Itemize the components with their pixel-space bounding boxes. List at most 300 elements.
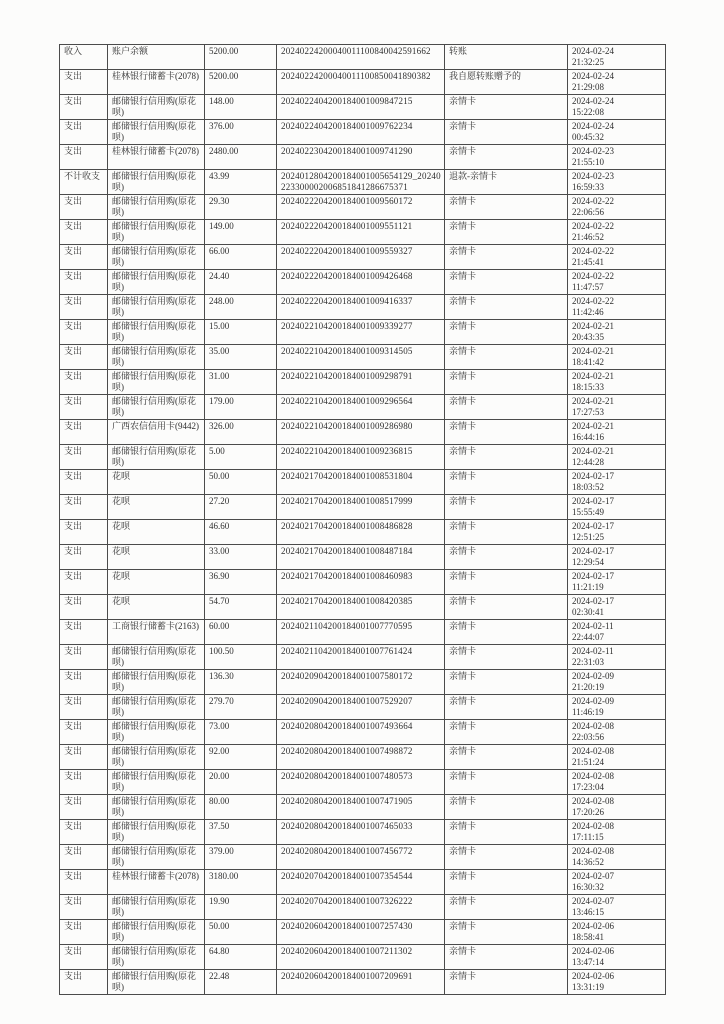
- cell-date: 2024-02-21: [572, 396, 614, 406]
- cell-time: 12:44:28: [572, 457, 605, 467]
- cell-amount: 27.20: [205, 495, 277, 520]
- cell-transaction-id: 2024022404200184001009847215: [277, 95, 445, 120]
- cell-date: 2024-02-08: [572, 796, 614, 806]
- cell-transaction-id: 2024022304200184001009741290: [277, 145, 445, 170]
- cell-transaction-type: 支出: [60, 545, 108, 570]
- cell-transaction-id: 2024022104200184001009339277: [277, 320, 445, 345]
- cell-transaction-id: 2024022204200184001009416337: [277, 295, 445, 320]
- cell-account: 邮储银行信用购(原花呗): [108, 295, 205, 320]
- cell-amount: 5.00: [205, 445, 277, 470]
- cell-amount: 20.00: [205, 770, 277, 795]
- cell-transaction-id: 20240224200040011100850041890382: [277, 70, 445, 95]
- cell-transaction-id: 2024020804200184001007471905: [277, 795, 445, 820]
- cell-transaction-type: 支出: [60, 595, 108, 620]
- cell-amount: 29.30: [205, 195, 277, 220]
- cell-note: 亲情卡: [445, 470, 568, 495]
- table-row: [60, 970, 666, 995]
- cell-amount: 92.00: [205, 745, 277, 770]
- cell-date: 2024-02-07: [572, 871, 614, 881]
- cell-transaction-id: 2024020804200184001007498872: [277, 745, 445, 770]
- cell-date: 2024-02-23: [572, 146, 614, 156]
- cell-note: 亲情卡: [445, 495, 568, 520]
- cell-date: 2024-02-09: [572, 696, 614, 706]
- cell-note: 亲情卡: [445, 420, 568, 445]
- cell-datetime: [568, 195, 666, 220]
- cell-date: 2024-02-17: [572, 471, 614, 481]
- cell-account: 花呗: [108, 570, 205, 595]
- cell-date: 2024-02-22: [572, 196, 614, 206]
- cell-amount: 31.00: [205, 370, 277, 395]
- cell-transaction-type: 支出: [60, 295, 108, 320]
- cell-transaction-type: 支出: [60, 945, 108, 970]
- cell-transaction-type: 支出: [60, 795, 108, 820]
- table-row: [60, 320, 666, 345]
- cell-note: 亲情卡: [445, 845, 568, 870]
- cell-datetime: [568, 120, 666, 145]
- cell-note: 亲情卡: [445, 295, 568, 320]
- cell-note: 亲情卡: [445, 920, 568, 945]
- cell-time: 11:42:46: [572, 307, 604, 317]
- cell-transaction-type: 支出: [60, 95, 108, 120]
- cell-transaction-type: 支出: [60, 970, 108, 995]
- table-row: [60, 195, 666, 220]
- cell-datetime: [568, 595, 666, 620]
- cell-time: 14:36:52: [572, 857, 605, 867]
- cell-time: 21:45:41: [572, 257, 605, 267]
- cell-account: 账户余额: [108, 45, 205, 70]
- table-row: [60, 345, 666, 370]
- cell-note: 退款-亲情卡: [445, 170, 568, 195]
- cell-time: 20:43:35: [572, 332, 605, 342]
- cell-account: 邮储银行信用购(原花呗): [108, 745, 205, 770]
- table-row: [60, 70, 666, 95]
- cell-note: 亲情卡: [445, 220, 568, 245]
- cell-transaction-type: 支出: [60, 570, 108, 595]
- cell-time: 16:30:32: [572, 882, 605, 892]
- cell-account: 邮储银行信用购(原花呗): [108, 245, 205, 270]
- cell-transaction-id: 2024020704200184001007354544: [277, 870, 445, 895]
- cell-account: 邮储银行信用购(原花呗): [108, 220, 205, 245]
- table-row: [60, 245, 666, 270]
- cell-time: 21:32:25: [572, 57, 605, 67]
- cell-transaction-id: 2024021104200184001007770595: [277, 620, 445, 645]
- cell-transaction-type: 支出: [60, 920, 108, 945]
- cell-account: 花呗: [108, 495, 205, 520]
- cell-amount: 66.00: [205, 245, 277, 270]
- table-row: [60, 120, 666, 145]
- table-row: [60, 270, 666, 295]
- cell-amount: 15.00: [205, 320, 277, 345]
- cell-datetime: [568, 495, 666, 520]
- cell-amount: 36.90: [205, 570, 277, 595]
- cell-transaction-type: 支出: [60, 470, 108, 495]
- cell-account: 工商银行储蓄卡(2163): [108, 620, 205, 645]
- cell-datetime: [568, 370, 666, 395]
- table-row: [60, 620, 666, 645]
- table-row: [60, 745, 666, 770]
- cell-amount: 100.50: [205, 645, 277, 670]
- cell-time: 22:31:03: [572, 657, 605, 667]
- cell-account: 邮储银行信用购(原花呗): [108, 920, 205, 945]
- cell-account: 邮储银行信用购(原花呗): [108, 795, 205, 820]
- cell-account: 邮储银行信用购(原花呗): [108, 320, 205, 345]
- cell-transaction-type: 不计收支: [60, 170, 108, 195]
- cell-date: 2024-02-17: [572, 546, 614, 556]
- table-row: [60, 170, 666, 195]
- cell-account: 花呗: [108, 520, 205, 545]
- cell-date: 2024-02-17: [572, 596, 614, 606]
- cell-date: 2024-02-08: [572, 771, 614, 781]
- cell-time: 17:23:04: [572, 782, 605, 792]
- cell-datetime: [568, 270, 666, 295]
- cell-transaction-id: 2024021704200184001008460983: [277, 570, 445, 595]
- cell-transaction-type: 支出: [60, 695, 108, 720]
- cell-transaction-type: 支出: [60, 670, 108, 695]
- cell-time: 21:55:10: [572, 157, 605, 167]
- cell-datetime: [568, 470, 666, 495]
- cell-date: 2024-02-22: [572, 296, 614, 306]
- cell-datetime: [568, 245, 666, 270]
- cell-datetime: [568, 945, 666, 970]
- cell-datetime: [568, 220, 666, 245]
- cell-datetime: [568, 770, 666, 795]
- cell-account: 邮储银行信用购(原花呗): [108, 445, 205, 470]
- cell-transaction-type: 支出: [60, 320, 108, 345]
- table-row: [60, 445, 666, 470]
- cell-time: 21:51:24: [572, 757, 605, 767]
- cell-amount: 148.00: [205, 95, 277, 120]
- cell-transaction-id: 2024022204200184001009559327: [277, 245, 445, 270]
- cell-account: 邮储银行信用购(原花呗): [108, 695, 205, 720]
- cell-time: 13:46:15: [572, 907, 605, 917]
- cell-note: 亲情卡: [445, 695, 568, 720]
- cell-transaction-type: 支出: [60, 745, 108, 770]
- cell-datetime: [568, 445, 666, 470]
- cell-date: 2024-02-08: [572, 846, 614, 856]
- cell-note: 亲情卡: [445, 570, 568, 595]
- cell-amount: 149.00: [205, 220, 277, 245]
- cell-amount: 50.00: [205, 470, 277, 495]
- cell-datetime: [568, 295, 666, 320]
- cell-transaction-id: 2024020904200184001007580172: [277, 670, 445, 695]
- table-row: [60, 695, 666, 720]
- cell-date: 2024-02-21: [572, 321, 614, 331]
- cell-note: 亲情卡: [445, 195, 568, 220]
- cell-amount: 279.70: [205, 695, 277, 720]
- cell-note: 亲情卡: [445, 745, 568, 770]
- cell-datetime: [568, 745, 666, 770]
- cell-transaction-id: 2024021704200184001008517999: [277, 495, 445, 520]
- cell-transaction-id: 2024020704200184001007326222: [277, 895, 445, 920]
- cell-datetime: [568, 70, 666, 95]
- cell-amount: 2480.00: [205, 145, 277, 170]
- cell-date: 2024-02-21: [572, 346, 614, 356]
- cell-amount: 326.00: [205, 420, 277, 445]
- cell-amount: 54.70: [205, 595, 277, 620]
- cell-time: 17:11:15: [572, 832, 604, 842]
- cell-transaction-type: 支出: [60, 620, 108, 645]
- cell-transaction-type: 支出: [60, 120, 108, 145]
- cell-note: 亲情卡: [445, 245, 568, 270]
- transactions-table-body: [60, 45, 666, 995]
- cell-transaction-id: 2024022404200184001009762234: [277, 120, 445, 145]
- cell-amount: 24.40: [205, 270, 277, 295]
- table-row: [60, 845, 666, 870]
- cell-account: 邮储银行信用购(原花呗): [108, 945, 205, 970]
- table-row: [60, 95, 666, 120]
- cell-time: 18:03:52: [572, 482, 605, 492]
- cell-account: 桂林银行储蓄卡(2078): [108, 870, 205, 895]
- cell-note: 亲情卡: [445, 770, 568, 795]
- cell-date: 2024-02-11: [572, 621, 614, 631]
- cell-datetime: [568, 820, 666, 845]
- table-row: [60, 920, 666, 945]
- cell-account: 广西农信信用卡(9442): [108, 420, 205, 445]
- cell-time: 00:45:32: [572, 132, 605, 142]
- cell-transaction-id: 2024020904200184001007529207: [277, 695, 445, 720]
- cell-amount: 5200.00: [205, 45, 277, 70]
- cell-transaction-type: 支出: [60, 770, 108, 795]
- cell-datetime: [568, 95, 666, 120]
- cell-transaction-id: 2024021104200184001007761424: [277, 645, 445, 670]
- cell-note: 亲情卡: [445, 970, 568, 995]
- cell-transaction-id: 2024020604200184001007209691: [277, 970, 445, 995]
- table-row: [60, 795, 666, 820]
- cell-amount: 379.00: [205, 845, 277, 870]
- cell-note: 亲情卡: [445, 145, 568, 170]
- cell-date: 2024-02-17: [572, 571, 614, 581]
- table-row: [60, 720, 666, 745]
- cell-transaction-id: 2024022204200184001009551121: [277, 220, 445, 245]
- cell-transaction-type: 支出: [60, 395, 108, 420]
- cell-transaction-id: 2024022104200184001009298791: [277, 370, 445, 395]
- cell-date: 2024-02-09: [572, 671, 614, 681]
- table-row: [60, 370, 666, 395]
- cell-account: 桂林银行储蓄卡(2078): [108, 145, 205, 170]
- cell-transaction-type: 收入: [60, 45, 108, 70]
- cell-date: 2024-02-24: [572, 121, 614, 131]
- cell-time: 16:44:16: [572, 432, 605, 442]
- cell-note: 亲情卡: [445, 545, 568, 570]
- cell-transaction-type: 支出: [60, 370, 108, 395]
- cell-transaction-type: 支出: [60, 220, 108, 245]
- table-row: [60, 145, 666, 170]
- cell-date: 2024-02-23: [572, 171, 614, 181]
- cell-datetime: [568, 670, 666, 695]
- cell-note: 亲情卡: [445, 520, 568, 545]
- cell-date: 2024-02-06: [572, 946, 614, 956]
- cell-transaction-id: 2024021704200184001008420385: [277, 595, 445, 620]
- cell-note: 亲情卡: [445, 395, 568, 420]
- cell-date: 2024-02-06: [572, 971, 614, 981]
- cell-account: 邮储银行信用购(原花呗): [108, 270, 205, 295]
- cell-time: 12:29:54: [572, 557, 605, 567]
- cell-note: 亲情卡: [445, 945, 568, 970]
- cell-transaction-id: 2024020604200184001007257430: [277, 920, 445, 945]
- cell-transaction-type: 支出: [60, 270, 108, 295]
- cell-amount: 60.00: [205, 620, 277, 645]
- cell-time: 16:59:33: [572, 182, 605, 192]
- cell-time: 17:20:26: [572, 807, 605, 817]
- cell-time: 22:44:07: [572, 632, 605, 642]
- cell-date: 2024-02-17: [572, 521, 614, 531]
- cell-amount: 37.50: [205, 820, 277, 845]
- table-row: [60, 645, 666, 670]
- cell-account: 邮储银行信用购(原花呗): [108, 970, 205, 995]
- cell-date: 2024-02-22: [572, 246, 614, 256]
- cell-datetime: [568, 645, 666, 670]
- cell-datetime: [568, 145, 666, 170]
- cell-note: 亲情卡: [445, 820, 568, 845]
- cell-account: 花呗: [108, 470, 205, 495]
- cell-account: 邮储银行信用购(原花呗): [108, 345, 205, 370]
- cell-date: 2024-02-21: [572, 446, 614, 456]
- cell-account: 邮储银行信用购(原花呗): [108, 670, 205, 695]
- cell-transaction-id: 2024022104200184001009236815: [277, 445, 445, 470]
- table-row: [60, 495, 666, 520]
- cell-amount: 50.00: [205, 920, 277, 945]
- table-row: [60, 420, 666, 445]
- cell-date: 2024-02-22: [572, 221, 614, 231]
- cell-amount: 179.00: [205, 395, 277, 420]
- cell-time: 02:30:41: [572, 607, 605, 617]
- cell-transaction-id: 2024012804200184001005654129_20240223300002006851841286675371: [277, 170, 445, 195]
- cell-transaction-id: 2024022204200184001009560172: [277, 195, 445, 220]
- cell-transaction-id: 2024022104200184001009286980: [277, 420, 445, 445]
- cell-date: 2024-02-11: [572, 646, 614, 656]
- table-row: [60, 820, 666, 845]
- cell-transaction-id: 2024022104200184001009314505: [277, 345, 445, 370]
- cell-date: 2024-02-17: [572, 496, 614, 506]
- table-row: [60, 870, 666, 895]
- table-row: [60, 545, 666, 570]
- cell-note: 亲情卡: [445, 345, 568, 370]
- cell-note: 亲情卡: [445, 670, 568, 695]
- cell-note: 亲情卡: [445, 720, 568, 745]
- cell-amount: 22.48: [205, 970, 277, 995]
- cell-datetime: [568, 570, 666, 595]
- cell-note: 我自愿转账赠予的: [445, 70, 568, 95]
- table-row: [60, 570, 666, 595]
- cell-datetime: [568, 520, 666, 545]
- cell-note: 亲情卡: [445, 95, 568, 120]
- table-row: [60, 220, 666, 245]
- cell-time: 18:58:41: [572, 932, 605, 942]
- cell-time: 15:55:49: [572, 507, 605, 517]
- cell-transaction-type: 支出: [60, 245, 108, 270]
- table-row: [60, 295, 666, 320]
- cell-note: 亲情卡: [445, 870, 568, 895]
- cell-amount: 376.00: [205, 120, 277, 145]
- cell-account: 邮储银行信用购(原花呗): [108, 120, 205, 145]
- cell-amount: 3180.00: [205, 870, 277, 895]
- cell-note: 亲情卡: [445, 270, 568, 295]
- cell-date: 2024-02-21: [572, 371, 614, 381]
- cell-account: 邮储银行信用购(原花呗): [108, 720, 205, 745]
- cell-amount: 73.00: [205, 720, 277, 745]
- cell-note: 亲情卡: [445, 795, 568, 820]
- cell-datetime: [568, 345, 666, 370]
- cell-transaction-type: 支出: [60, 420, 108, 445]
- cell-datetime: [568, 870, 666, 895]
- table-row: [60, 895, 666, 920]
- cell-transaction-type: 支出: [60, 445, 108, 470]
- cell-time: 21:20:19: [572, 682, 605, 692]
- cell-date: 2024-02-24: [572, 46, 614, 56]
- cell-datetime: [568, 45, 666, 70]
- cell-amount: 19.90: [205, 895, 277, 920]
- cell-note: 亲情卡: [445, 595, 568, 620]
- table-row: [60, 470, 666, 495]
- cell-time: 11:47:57: [572, 282, 604, 292]
- table-row: [60, 670, 666, 695]
- cell-account: 邮储银行信用购(原花呗): [108, 645, 205, 670]
- cell-date: 2024-02-08: [572, 721, 614, 731]
- table-row: [60, 595, 666, 620]
- cell-datetime: [568, 320, 666, 345]
- cell-account: 邮储银行信用购(原花呗): [108, 845, 205, 870]
- cell-transaction-type: 支出: [60, 820, 108, 845]
- cell-transaction-type: 支出: [60, 145, 108, 170]
- cell-datetime: [568, 695, 666, 720]
- cell-amount: 64.80: [205, 945, 277, 970]
- cell-amount: 35.00: [205, 345, 277, 370]
- cell-date: 2024-02-08: [572, 746, 614, 756]
- cell-transaction-id: 2024021704200184001008531804: [277, 470, 445, 495]
- cell-datetime: [568, 420, 666, 445]
- cell-datetime: [568, 620, 666, 645]
- cell-transaction-type: 支出: [60, 520, 108, 545]
- cell-datetime: [568, 895, 666, 920]
- table-row: [60, 45, 666, 70]
- cell-date: 2024-02-21: [572, 421, 614, 431]
- cell-transaction-id: 2024020804200184001007493664: [277, 720, 445, 745]
- cell-transaction-type: 支出: [60, 495, 108, 520]
- cell-amount: 46.60: [205, 520, 277, 545]
- cell-account: 邮储银行信用购(原花呗): [108, 195, 205, 220]
- cell-transaction-id: 20240224200040011100840042591662: [277, 45, 445, 70]
- cell-time: 18:41:42: [572, 357, 605, 367]
- cell-transaction-type: 支出: [60, 895, 108, 920]
- table-row: [60, 395, 666, 420]
- cell-transaction-id: 2024020804200184001007456772: [277, 845, 445, 870]
- cell-amount: 80.00: [205, 795, 277, 820]
- cell-transaction-id: 2024020604200184001007211302: [277, 945, 445, 970]
- cell-note: 亲情卡: [445, 320, 568, 345]
- cell-transaction-type: 支出: [60, 720, 108, 745]
- cell-date: 2024-02-07: [572, 896, 614, 906]
- cell-transaction-id: 2024022204200184001009426468: [277, 270, 445, 295]
- cell-account: 邮储银行信用购(原花呗): [108, 170, 205, 195]
- cell-account: 花呗: [108, 595, 205, 620]
- cell-date: 2024-02-24: [572, 96, 614, 106]
- cell-account: 花呗: [108, 545, 205, 570]
- cell-account: 桂林银行储蓄卡(2078): [108, 70, 205, 95]
- table-row: [60, 770, 666, 795]
- cell-transaction-id: 2024020804200184001007480573: [277, 770, 445, 795]
- cell-amount: 33.00: [205, 545, 277, 570]
- cell-datetime: [568, 395, 666, 420]
- cell-account: 邮储银行信用购(原花呗): [108, 895, 205, 920]
- cell-transaction-type: 支出: [60, 70, 108, 95]
- cell-datetime: [568, 170, 666, 195]
- cell-time: 13:47:14: [572, 957, 605, 967]
- cell-note: 亲情卡: [445, 895, 568, 920]
- cell-note: 亲情卡: [445, 620, 568, 645]
- cell-note: 亲情卡: [445, 445, 568, 470]
- cell-note: 亲情卡: [445, 645, 568, 670]
- cell-date: 2024-02-06: [572, 921, 614, 931]
